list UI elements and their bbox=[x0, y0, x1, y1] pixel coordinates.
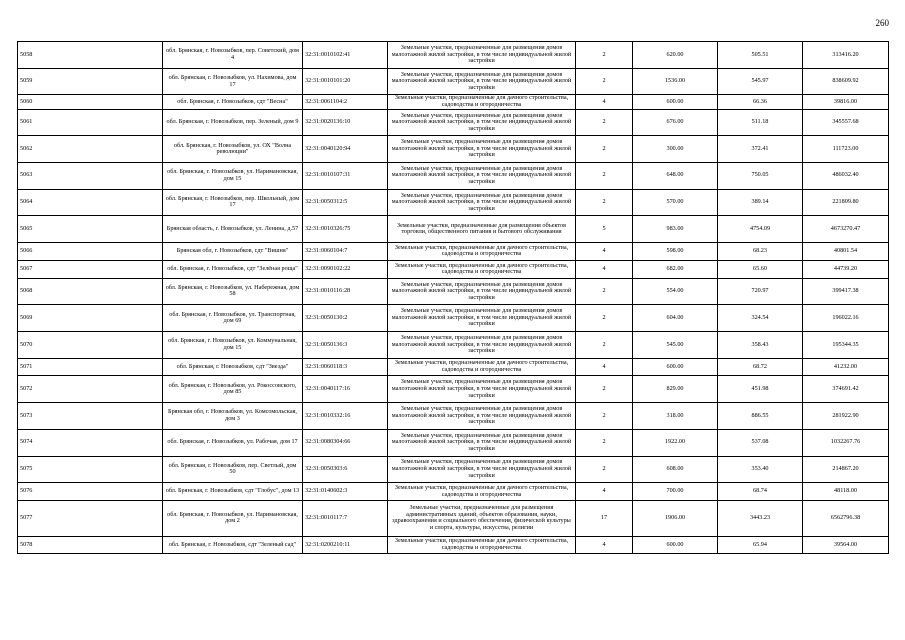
land-use-cell: Земельные участки, предназначенные для размещения домов малоэтажной жилой застройки, в том числе индивидуальной жилой застройки bbox=[388, 189, 576, 216]
cadastral-number-cell: 32:31:0010102:41 bbox=[303, 42, 388, 69]
row-number: 5067 bbox=[18, 260, 163, 278]
row-number: 5062 bbox=[18, 136, 163, 163]
address-cell: обл. Брянская, г. Новозыбков, сдт "Зелёная роща" bbox=[163, 260, 303, 278]
category-cell: 2 bbox=[576, 305, 633, 332]
category-cell: 4 bbox=[576, 243, 633, 261]
cadastral-number-cell: 32:31:0050130:2 bbox=[303, 305, 388, 332]
cadastral-value-cell: 195344.35 bbox=[803, 331, 889, 358]
cadastral-value-cell: 838609.92 bbox=[803, 68, 889, 95]
table-row bbox=[18, 536, 889, 554]
cadastral-number-cell: 32:31:0080304:66 bbox=[303, 429, 388, 456]
area-cell: 600.00 bbox=[633, 358, 718, 376]
specific-value-cell: 545.97 bbox=[718, 68, 803, 95]
category-cell: 2 bbox=[576, 42, 633, 69]
row-number: 5066 bbox=[18, 243, 163, 261]
category-cell: 2 bbox=[576, 162, 633, 189]
table-row bbox=[18, 376, 889, 403]
cadastral-value-cell: 345557.68 bbox=[803, 109, 889, 136]
row-number: 5059 bbox=[18, 68, 163, 95]
table-row bbox=[18, 68, 889, 95]
cadastral-number-cell: 32:31:0010101:20 bbox=[303, 68, 388, 95]
table-row bbox=[18, 136, 889, 163]
address-cell: обл. Брянская, г. Новозыбков, сдт "Весна" bbox=[163, 95, 303, 109]
area-cell: 600.00 bbox=[633, 95, 718, 109]
row-number: 5058 bbox=[18, 42, 163, 69]
table-row bbox=[18, 162, 889, 189]
land-registry-table bbox=[17, 41, 889, 554]
specific-value-cell: 324.54 bbox=[718, 305, 803, 332]
address-cell: Брянская обл, г. Новозыбков, сдт "Вишня" bbox=[163, 243, 303, 261]
land-use-cell: Земельные участки, предназначенные для размещения домов малоэтажной жилой застройки, в том числе индивидуальной жилой застройки bbox=[388, 68, 576, 95]
land-use-cell: Земельные участки, предназначенные для размещения домов малоэтажной жилой застройки, в том числе индивидуальной жилой застройки bbox=[388, 376, 576, 403]
row-number: 5076 bbox=[18, 483, 163, 501]
area-cell: 829.00 bbox=[633, 376, 718, 403]
row-number: 5071 bbox=[18, 358, 163, 376]
specific-value-cell: 65.60 bbox=[718, 260, 803, 278]
specific-value-cell: 511.18 bbox=[718, 109, 803, 136]
specific-value-cell: 65.94 bbox=[718, 536, 803, 554]
specific-value-cell: 358.43 bbox=[718, 331, 803, 358]
cadastral-value-cell: 40801.54 bbox=[803, 243, 889, 261]
cadastral-value-cell: 48118.00 bbox=[803, 483, 889, 501]
specific-value-cell: 537.08 bbox=[718, 429, 803, 456]
area-cell: 620.00 bbox=[633, 42, 718, 69]
land-use-cell: Земельные участки, предназначенные для размещения объектов торговли, общественного питания и бытового обслуживания bbox=[388, 216, 576, 243]
table-row bbox=[18, 42, 889, 69]
row-number: 5064 bbox=[18, 189, 163, 216]
table-body bbox=[18, 42, 889, 554]
table-row bbox=[18, 358, 889, 376]
area-cell: 682.00 bbox=[633, 260, 718, 278]
specific-value-cell: 505.51 bbox=[718, 42, 803, 69]
specific-value-cell: 886.55 bbox=[718, 403, 803, 430]
table-row bbox=[18, 260, 889, 278]
cadastral-number-cell: 32:31:0140602:3 bbox=[303, 483, 388, 501]
row-number: 5075 bbox=[18, 456, 163, 483]
cadastral-value-cell: 221809.80 bbox=[803, 189, 889, 216]
cadastral-number-cell: 32:31:0060118:3 bbox=[303, 358, 388, 376]
cadastral-value-cell: 313416.20 bbox=[803, 42, 889, 69]
land-use-cell: Земельные участки, предназначенные для размещения домов малоэтажной жилой застройки, в том числе индивидуальной жилой застройки bbox=[388, 456, 576, 483]
land-use-cell: Земельные участки, предназначенные для размещения домов малоэтажной жилой застройки, в том числе индивидуальной жилой застройки bbox=[388, 109, 576, 136]
specific-value-cell: 451.98 bbox=[718, 376, 803, 403]
cadastral-value-cell: 41232.00 bbox=[803, 358, 889, 376]
cadastral-number-cell: 32:31:0040120:94 bbox=[303, 136, 388, 163]
table-row bbox=[18, 501, 889, 537]
table-row bbox=[18, 331, 889, 358]
category-cell: 2 bbox=[576, 109, 633, 136]
category-cell: 2 bbox=[576, 376, 633, 403]
row-number: 5063 bbox=[18, 162, 163, 189]
cadastral-number-cell: 32:31:0050312:5 bbox=[303, 189, 388, 216]
address-cell: обл. Брянская, г. Новозыбков, ул. Набережная, дом 58 bbox=[163, 278, 303, 305]
category-cell: 5 bbox=[576, 216, 633, 243]
table-row bbox=[18, 109, 889, 136]
land-use-cell: Земельные участки, предназначенные для дачного строительства, садоводства и огородничества bbox=[388, 243, 576, 261]
area-cell: 1922.00 bbox=[633, 429, 718, 456]
address-cell: обл. Брянская, г. Новозыбков, пер. Советский, дом 4 bbox=[163, 42, 303, 69]
land-use-cell: Земельные участки, предназначенные для размещения домов малоэтажной жилой застройки, в том числе индивидуальной жилой застройки bbox=[388, 331, 576, 358]
specific-value-cell: 68.23 bbox=[718, 243, 803, 261]
cadastral-value-cell: 374691.42 bbox=[803, 376, 889, 403]
category-cell: 2 bbox=[576, 403, 633, 430]
land-use-cell: Земельные участки, предназначенные для дачного строительства, садоводства и огородничества bbox=[388, 95, 576, 109]
address-cell: Брянская область, г. Новозыбков, ул. Ленина, д.57 bbox=[163, 216, 303, 243]
land-use-cell: Земельные участки, предназначенные для размещения домов малоэтажной жилой застройки, в том числе индивидуальной жилой застройки bbox=[388, 429, 576, 456]
row-number: 5077 bbox=[18, 501, 163, 537]
cadastral-value-cell: 111723.00 bbox=[803, 136, 889, 163]
specific-value-cell: 3443.23 bbox=[718, 501, 803, 537]
category-cell: 2 bbox=[576, 331, 633, 358]
address-cell: обл. Брянская, г. Новозыбков, ул. Рокоссовского, дом 85 bbox=[163, 376, 303, 403]
cadastral-number-cell: 32:31:0090102:22 bbox=[303, 260, 388, 278]
specific-value-cell: 720.97 bbox=[718, 278, 803, 305]
table-row bbox=[18, 95, 889, 109]
category-cell: 2 bbox=[576, 68, 633, 95]
address-cell: обл. Брянская, г. Новозыбков, ул. ОХ "Волна революции" bbox=[163, 136, 303, 163]
page-number: 260 bbox=[875, 18, 889, 28]
address-cell: обл. Брянская, г. Новозыбков, сдт "Звезда" bbox=[163, 358, 303, 376]
address-cell: обл. Брянская, г. Новозыбков, ул. Транспортная, дом 69 bbox=[163, 305, 303, 332]
address-cell: обл. Брянская, г. Новозыбков, пер. Зеленый, дом 9 bbox=[163, 109, 303, 136]
address-cell: обл. Брянская, г. Новозыбков, ул. Нахимова, дом 17 bbox=[163, 68, 303, 95]
area-cell: 598.00 bbox=[633, 243, 718, 261]
row-number: 5073 bbox=[18, 403, 163, 430]
area-cell: 300.00 bbox=[633, 136, 718, 163]
area-cell: 648.00 bbox=[633, 162, 718, 189]
cadastral-value-cell: 281922.90 bbox=[803, 403, 889, 430]
cadastral-number-cell: 32:31:0010117:7 bbox=[303, 501, 388, 537]
category-cell: 4 bbox=[576, 483, 633, 501]
cadastral-value-cell: 399417.38 bbox=[803, 278, 889, 305]
address-cell: обл. Брянская, г. Новозыбков, ул. Наримановская, дом 15 bbox=[163, 162, 303, 189]
cadastral-number-cell: 32:31:0010116:28 bbox=[303, 278, 388, 305]
category-cell: 2 bbox=[576, 429, 633, 456]
area-cell: 983.00 bbox=[633, 216, 718, 243]
row-number: 5068 bbox=[18, 278, 163, 305]
cadastral-number-cell: 32:31:0061104:2 bbox=[303, 95, 388, 109]
row-number: 5074 bbox=[18, 429, 163, 456]
area-cell: 570.00 bbox=[633, 189, 718, 216]
area-cell: 604.00 bbox=[633, 305, 718, 332]
cadastral-value-cell: 196022.16 bbox=[803, 305, 889, 332]
cadastral-value-cell: 214867.20 bbox=[803, 456, 889, 483]
row-number: 5065 bbox=[18, 216, 163, 243]
cadastral-value-cell: 4673270.47 bbox=[803, 216, 889, 243]
land-use-cell: Земельные участки, предназначенные для размещения домов малоэтажной жилой застройки, в том числе индивидуальной жилой застройки bbox=[388, 136, 576, 163]
table-row bbox=[18, 216, 889, 243]
specific-value-cell: 372.41 bbox=[718, 136, 803, 163]
address-cell: обл. Брянская, г. Новозыбков, пер. Школьный, дом 17 bbox=[163, 189, 303, 216]
cadastral-value-cell: 486032.40 bbox=[803, 162, 889, 189]
area-cell: 700.00 bbox=[633, 483, 718, 501]
category-cell: 4 bbox=[576, 95, 633, 109]
category-cell: 2 bbox=[576, 189, 633, 216]
specific-value-cell: 4754.09 bbox=[718, 216, 803, 243]
cadastral-number-cell: 32:31:0020136:10 bbox=[303, 109, 388, 136]
category-cell: 4 bbox=[576, 260, 633, 278]
cadastral-number-cell: 32:31:0010332:16 bbox=[303, 403, 388, 430]
row-number: 5078 bbox=[18, 536, 163, 554]
cadastral-value-cell: 6562796.38 bbox=[803, 501, 889, 537]
specific-value-cell: 389.14 bbox=[718, 189, 803, 216]
row-number: 5069 bbox=[18, 305, 163, 332]
address-cell: обл. Брянская, г. Новозыбков, сдт "Глобус", дом 13 bbox=[163, 483, 303, 501]
cadastral-number-cell: 32:31:0050136:3 bbox=[303, 331, 388, 358]
area-cell: 676.00 bbox=[633, 109, 718, 136]
specific-value-cell: 68.74 bbox=[718, 483, 803, 501]
address-cell: обл. Брянская, г. Новозыбков, ул. Наримановская, дом 2 bbox=[163, 501, 303, 537]
land-use-cell: Земельные участки, предназначенные для размещения домов малоэтажной жилой застройки, в том числе индивидуальной жилой застройки bbox=[388, 162, 576, 189]
address-cell: обл. Брянская, г. Новозыбков, сдт "Зеленый сад" bbox=[163, 536, 303, 554]
row-number: 5061 bbox=[18, 109, 163, 136]
table-row bbox=[18, 189, 889, 216]
cadastral-number-cell: 32:31:0040117:16 bbox=[303, 376, 388, 403]
land-use-cell: Земельные участки, предназначенные для размещения домов малоэтажной жилой застройки, в том числе индивидуальной жилой застройки bbox=[388, 278, 576, 305]
row-number: 5070 bbox=[18, 331, 163, 358]
specific-value-cell: 68.72 bbox=[718, 358, 803, 376]
cadastral-value-cell: 39564.00 bbox=[803, 536, 889, 554]
cadastral-value-cell: 39816.00 bbox=[803, 95, 889, 109]
cadastral-value-cell: 44739.20 bbox=[803, 260, 889, 278]
address-cell: обл. Брянская, г. Новозыбков, ул. Рабочая, дом 17 bbox=[163, 429, 303, 456]
category-cell: 4 bbox=[576, 358, 633, 376]
specific-value-cell: 750.05 bbox=[718, 162, 803, 189]
area-cell: 608.00 bbox=[633, 456, 718, 483]
category-cell: 2 bbox=[576, 278, 633, 305]
land-use-cell: Земельные участки, предназначенные для размещения домов малоэтажной жилой застройки, в том числе индивидуальной жилой застройки bbox=[388, 305, 576, 332]
area-cell: 1536.00 bbox=[633, 68, 718, 95]
address-cell: обл. Брянская, г. Новозыбков, ул. Коммунальная, дом 15 bbox=[163, 331, 303, 358]
land-use-cell: Земельные участки, предназначенные для дачного строительства, садоводства и огородничества bbox=[388, 483, 576, 501]
category-cell: 2 bbox=[576, 456, 633, 483]
land-use-cell: Земельные участки, предназначенные для размещения домов малоэтажной жилой застройки, в том числе индивидуальной жилой застройки bbox=[388, 403, 576, 430]
cadastral-number-cell: 32:31:0200210:11 bbox=[303, 536, 388, 554]
table-row bbox=[18, 456, 889, 483]
area-cell: 554.00 bbox=[633, 278, 718, 305]
area-cell: 1906.00 bbox=[633, 501, 718, 537]
table-row bbox=[18, 305, 889, 332]
area-cell: 600.00 bbox=[633, 536, 718, 554]
area-cell: 545.00 bbox=[633, 331, 718, 358]
category-cell: 2 bbox=[576, 136, 633, 163]
land-use-cell: Земельные участки, предназначенные для дачного строительства, садоводства и огородничества bbox=[388, 260, 576, 278]
table-row bbox=[18, 429, 889, 456]
cadastral-number-cell: 32:31:0010326:75 bbox=[303, 216, 388, 243]
area-cell: 318.00 bbox=[633, 403, 718, 430]
land-use-cell: Земельные участки, предназначенные для размещения административных зданий, объектов образования, науки, здравоохранения и социального обеспечения, физической культуры и спорта, культуры, искусства, религии bbox=[388, 501, 576, 537]
row-number: 5072 bbox=[18, 376, 163, 403]
category-cell: 17 bbox=[576, 501, 633, 537]
cadastral-number-cell: 32:31:0050303:6 bbox=[303, 456, 388, 483]
address-cell: Брянская обл, г. Новозыбков, ул. Комсомольская, дом 3 bbox=[163, 403, 303, 430]
table-row bbox=[18, 243, 889, 261]
cadastral-number-cell: 32:31:0060104:7 bbox=[303, 243, 388, 261]
row-number: 5060 bbox=[18, 95, 163, 109]
specific-value-cell: 353.40 bbox=[718, 456, 803, 483]
specific-value-cell: 66.36 bbox=[718, 95, 803, 109]
category-cell: 4 bbox=[576, 536, 633, 554]
land-use-cell: Земельные участки, предназначенные для размещения домов малоэтажной жилой застройки, в том числе индивидуальной жилой застройки bbox=[388, 42, 576, 69]
land-use-cell: Земельные участки, предназначенные для дачного строительства, садоводства и огородничества bbox=[388, 536, 576, 554]
table-row bbox=[18, 278, 889, 305]
cadastral-value-cell: 1032267.76 bbox=[803, 429, 889, 456]
table-row bbox=[18, 483, 889, 501]
address-cell: обл. Брянская, г. Новозыбков, пер. Светлый, дом 50 bbox=[163, 456, 303, 483]
table-row bbox=[18, 403, 889, 430]
cadastral-number-cell: 32:31:0010107:31 bbox=[303, 162, 388, 189]
land-use-cell: Земельные участки, предназначенные для дачного строительства, садоводства и огородничества bbox=[388, 358, 576, 376]
